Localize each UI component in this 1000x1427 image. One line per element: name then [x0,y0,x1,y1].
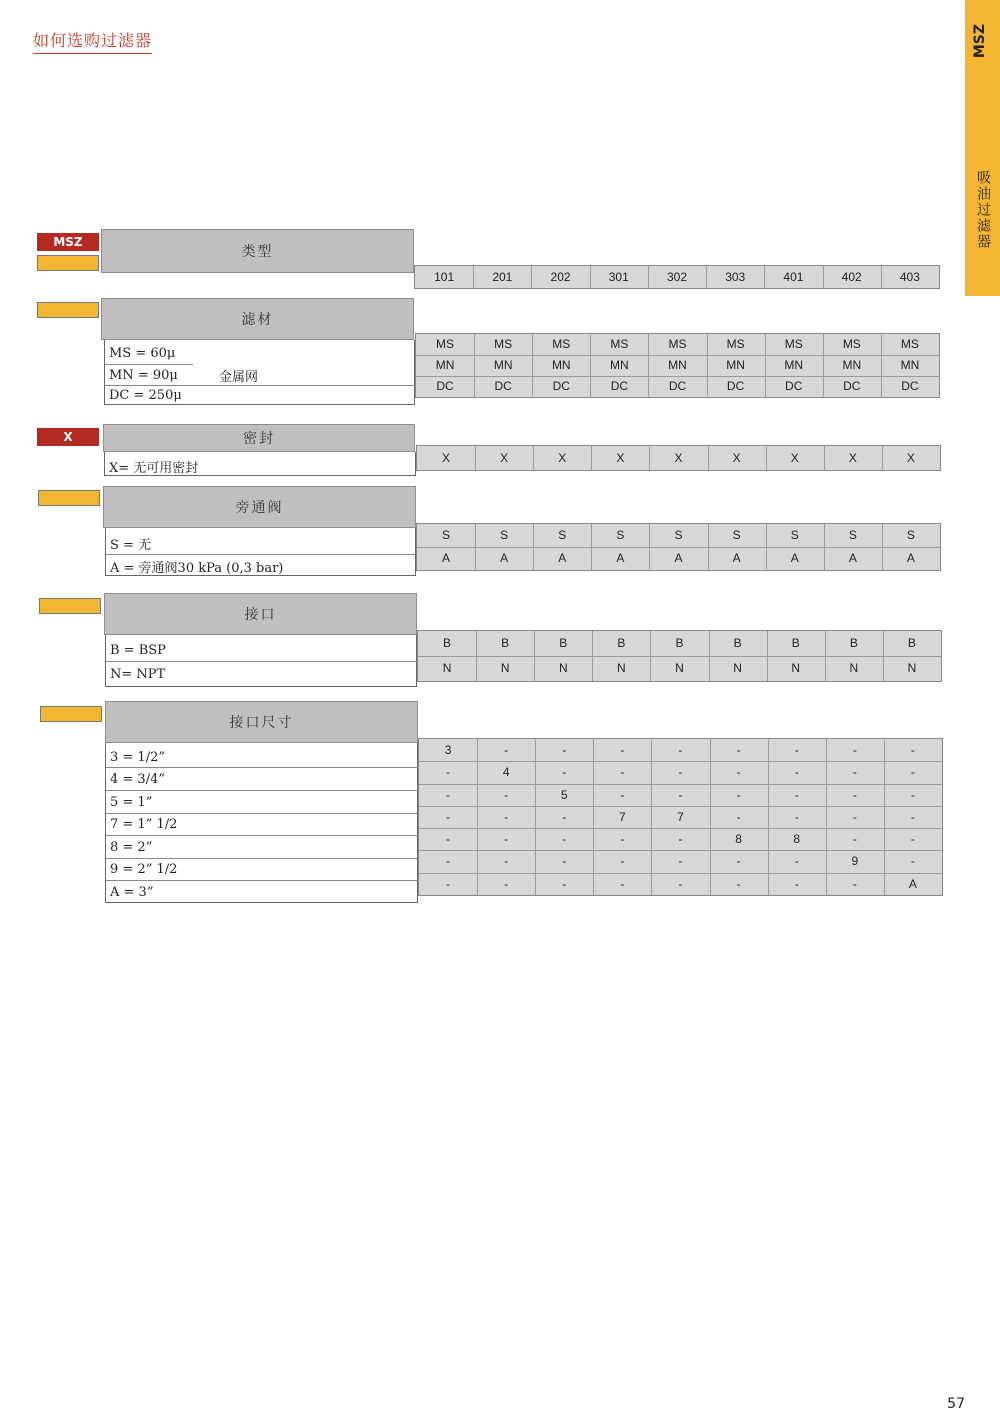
port-size-code-cell: - [446,809,451,824]
port-size-code-cell: - [852,876,857,891]
port-size-code-cell: - [678,765,683,780]
port-size-code-cell: - [620,743,625,757]
port-code-cell: N [675,661,684,675]
port-size-code-cell: A [908,876,917,891]
material-code-cell: MN [726,358,745,372]
bypass-grid [416,523,941,571]
port-size-code-cell: - [910,787,915,802]
port-code-cell: B [559,636,568,650]
material-code-cell: DC [843,379,861,393]
port-size-code-cell: - [446,787,451,802]
material-grid [415,333,940,398]
material-note: 金属网 [219,370,259,385]
bypass-options [105,528,416,576]
side-tab-label: 吸油过滤器 [975,170,991,250]
port-size-code-cell: - [562,809,567,824]
port-size-option: 8 = 2” [110,840,153,855]
seal-code-cell: X [442,451,451,465]
section-port-size-header: 接口尺寸 [105,701,418,743]
material-code-cell: MN [610,358,629,372]
port-code-cell: N [907,661,917,675]
port-code-cell: N [500,661,510,675]
bypass-code-cell: A [558,551,567,565]
port-size-code-cell: - [678,832,683,847]
material-code-cell: MS [726,337,745,351]
bypass-code-cell: S [732,528,741,542]
port-size-code-cell: - [678,854,683,869]
port-size-code-cell: - [736,765,741,780]
seal-option-x: X= 无可用密封 [109,461,199,476]
port-code-cell: B [501,636,510,650]
port-size-code-cell: - [794,809,799,824]
model-number-cell: 301 [608,270,629,284]
model-badge: MSZ [37,233,99,251]
material-code-cell: DC [668,379,687,393]
seal-options [104,452,416,476]
port-size-code-cell: - [736,787,741,802]
material-code-cell: MS [552,337,571,351]
port-size-code-cell: - [852,787,857,802]
material-code-cell: DC [901,379,919,393]
page-header-title: 如何选购过滤器 [33,28,152,54]
port-size-code-cell: - [678,787,683,802]
seal-badge: X [37,428,99,446]
bypass-code-cell: S [906,528,915,542]
port-code-slot [39,598,101,614]
bypass-code-cell: S [616,528,625,542]
port-size-code-cell: - [620,832,625,847]
model-number-cell: 302 [666,270,687,284]
port-size-code-cell: - [736,743,741,757]
port-code-cell: B [443,636,452,650]
port-size-code-cell: - [852,765,857,780]
port-size-code-cell: 8 [735,832,742,847]
port-size-code-cell: - [736,809,741,824]
port-size-code-cell: - [620,765,625,780]
section-seal-header: 密封 [103,424,415,452]
port-size-code-cell: - [504,787,509,802]
material-code-cell: MN [668,358,687,372]
section-port-header: 接口 [104,593,417,635]
port-size-code-cell: 3 [444,743,452,757]
port-size-code-cell: 5 [560,787,568,802]
port-size-option: 5 = 1” [110,795,153,810]
port-size-code-cell: - [620,854,625,869]
model-number-cell: 303 [725,270,746,284]
port-size-code-cell: - [446,832,451,847]
port-size-code-cell: - [794,765,799,780]
bypass-code-cell: A [616,551,625,565]
material-code-cell: MS [784,337,803,351]
bypass-code-cell: S [558,528,567,542]
port-size-code-cell: - [620,876,625,891]
port-size-code-cell: - [910,854,915,869]
bypass-code-cell: S [674,528,683,542]
port-size-code-cell: - [910,743,915,757]
bypass-code-cell: A [442,551,451,565]
port-size-code-slot [40,706,102,722]
section-type-header: 类型 [101,229,414,273]
port-size-code-cell: - [504,832,509,847]
port-size-grid [418,738,943,896]
port-size-code-cell: - [504,809,509,824]
port-code-cell: N [791,661,801,675]
page-number: 57 [947,1396,965,1412]
material-code-cell: MN [784,358,804,372]
port-size-code-cell: - [736,854,741,869]
seal-code-cell: X [616,451,625,465]
port-size-code-cell: - [504,876,509,891]
model-number-cell: 403 [899,270,920,284]
port-size-code-cell: - [910,765,915,780]
port-size-code-cell: - [446,876,451,891]
material-code-cell: MS [842,337,861,351]
seal-code-cell: X [790,451,799,465]
port-code-cell: N [558,661,568,675]
seal-code-cell: X [732,451,741,465]
port-size-code-cell: - [794,743,799,757]
port-size-code-cell: - [562,854,567,869]
material-code-cell: DC [610,379,629,393]
bypass-code-cell: S [500,528,509,542]
port-size-code-cell: - [562,743,567,757]
port-size-code-cell: - [504,743,509,757]
bypass-code-cell: A [732,551,741,565]
model-number-cell: 202 [550,270,571,284]
bypass-code-cell: S [790,528,799,542]
seal-grid [416,445,941,471]
port-code-cell: N [442,661,452,675]
port-options [105,635,417,687]
port-size-code-cell: - [446,854,451,869]
port-size-code-cell: 4 [502,765,510,780]
port-size-code-cell: - [678,743,683,757]
port-size-code-cell: - [910,809,915,824]
model-number-cell: 402 [841,270,862,284]
material-code-cell: MN [435,358,455,372]
model-number-cell: 401 [783,270,804,284]
port-size-code-cell: - [794,876,799,891]
model-code-slot [37,255,99,271]
seal-code-cell: X [848,451,857,465]
port-size-option: 9 = 2” 1/2 [110,862,178,877]
material-code-cell: DC [785,379,803,393]
material-option-ms: MS = 60μ [109,346,176,361]
model-number-cell: 201 [492,270,513,284]
port-code-cell: B [849,636,858,650]
bypass-code-cell: A [906,551,915,565]
port-size-code-cell: - [620,787,625,802]
section-material-header: 滤材 [101,298,414,340]
port-size-code-cell: - [794,854,799,869]
port-size-option: A = 3” [110,885,154,900]
material-code-cell: MS [494,337,513,351]
material-code-cell: MN [842,358,862,372]
bypass-code-cell: S [848,528,857,542]
port-size-option: 3 = 1/2” [110,750,165,765]
port-size-option: 4 = 3/4” [110,772,165,787]
port-size-code-cell: 8 [793,832,801,847]
port-code-cell: B [675,636,684,650]
port-size-code-cell: 7 [619,809,626,824]
port-size-code-cell: - [678,876,683,891]
port-code-cell: N [617,661,626,675]
port-size-code-cell: - [852,832,857,847]
bypass-code-cell: A [848,551,857,565]
port-size-options [105,743,418,903]
port-size-code-cell: - [446,765,451,780]
port-size-code-cell: - [504,854,509,869]
section-bypass-header: 旁通阀 [103,486,416,528]
model-number-cell: 101 [434,270,455,284]
bypass-code-cell: A [674,551,683,565]
material-code-cell: DC [726,379,745,393]
port-size-option: 7 = 1” 1/2 [110,817,178,832]
material-code-cell: MN [900,358,920,372]
port-code-cell: B [733,636,742,650]
port-code-cell: N [733,661,742,675]
port-code-cell: B [617,636,626,650]
seal-code-cell: X [558,451,567,465]
material-code-cell: DC [552,379,570,393]
material-code-cell: DC [494,379,512,393]
material-code-cell: DC [436,379,454,393]
port-code-cell: N [849,661,859,675]
material-code-cell: MS [668,337,687,351]
material-code-cell: MS [436,337,455,351]
port-size-code-cell: 7 [677,809,684,824]
port-size-code-cell: - [852,809,857,824]
port-size-code-cell: - [562,876,567,891]
port-size-code-cell: - [562,832,567,847]
bypass-code-slot [38,490,100,506]
material-option-dc: DC = 250μ [109,388,182,403]
port-size-code-cell: - [852,743,857,757]
port-size-code-cell: - [794,787,799,802]
material-code-cell: MN [493,358,513,372]
seal-code-cell: X [500,451,509,465]
material-code-slot [37,302,99,318]
seal-code-cell: X [906,451,915,465]
port-size-code-cell: 9 [851,854,859,869]
port-size-code-cell: - [562,765,567,780]
bypass-code-cell: A [790,551,799,565]
port-option-n: N= NPT [110,667,166,682]
port-code-cell: B [907,636,916,650]
model-header-grid [414,265,940,289]
side-tab-code: MSZ [972,24,988,59]
port-size-code-cell: - [736,876,741,891]
material-code-cell: MN [551,358,571,372]
material-code-cell: MS [900,337,919,351]
bypass-option-s: S = 无 [110,538,152,553]
port-code-cell: B [791,636,800,650]
bypass-option-a: A = 旁通阀30 kPa (0,3 bar) [110,561,284,576]
material-options [104,340,415,405]
material-option-mn: MN = 90μ [109,368,178,383]
material-code-cell: MS [610,337,629,351]
seal-code-cell: X [674,451,683,465]
bypass-code-cell: S [442,528,451,542]
port-size-code-cell: - [910,832,915,847]
bypass-code-cell: A [500,551,509,565]
side-tab [965,0,1000,296]
port-grid [417,630,942,682]
port-option-b: B = BSP [110,643,166,658]
